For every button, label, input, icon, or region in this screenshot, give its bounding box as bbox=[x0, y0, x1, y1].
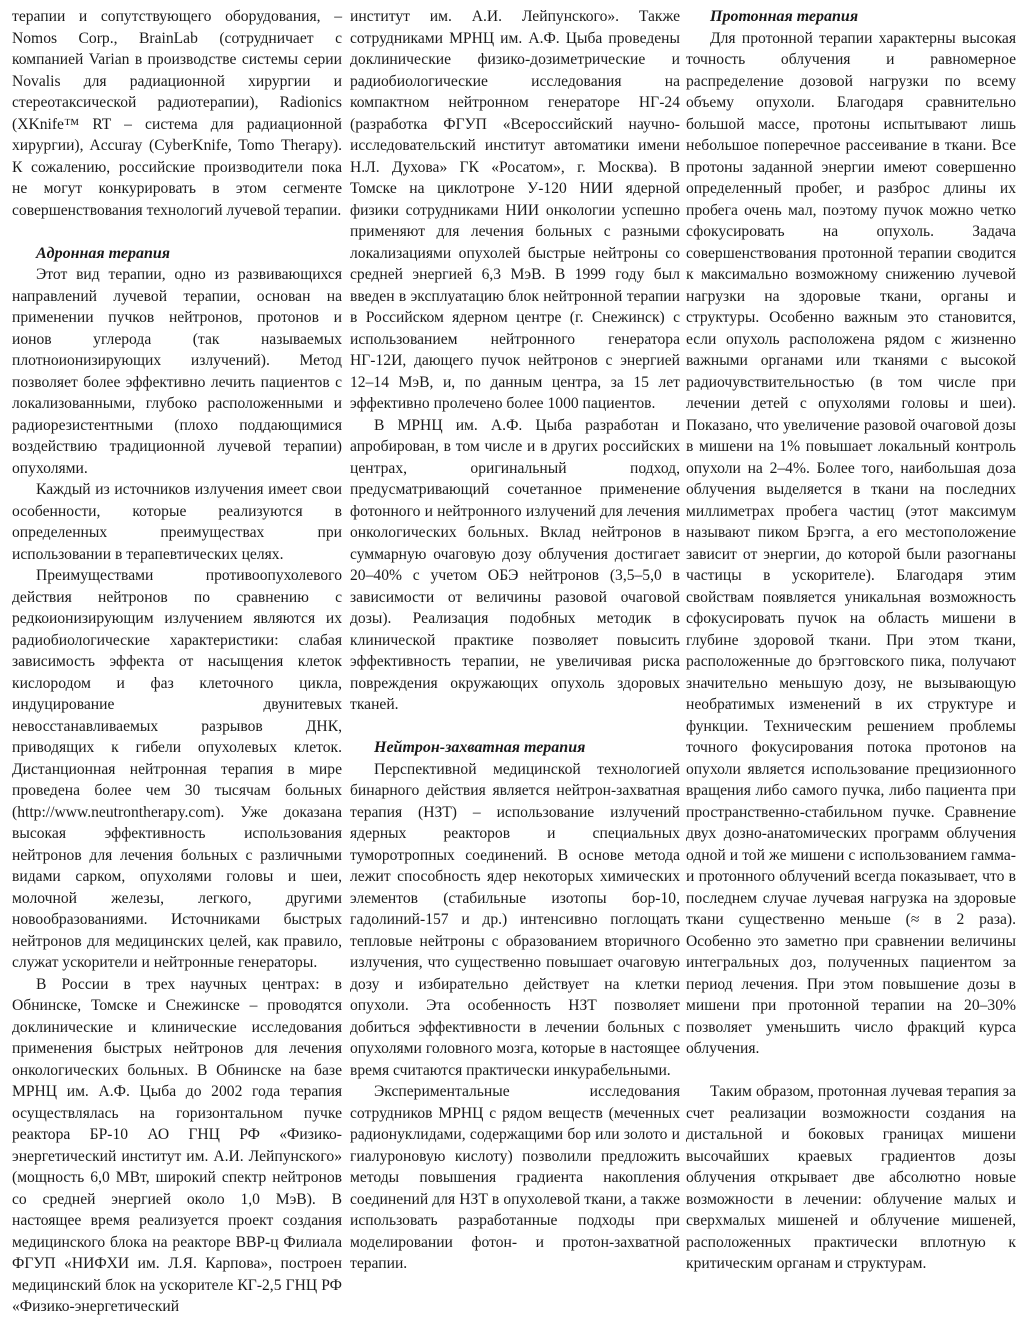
section-heading-hadron-therapy: Адронная терапия bbox=[36, 244, 170, 262]
paragraph: Для протонной терапии характерны высокая точность облучения и равномерное распределение дозовой нагрузки по всему объему опухоли. Благодаря сравнительно большой массе, протоны испытывают лишь небольшое поперечное рассеивание в ткани. Все протоны заданной энергии имеют совершенно определенный пробег, и разброс длины их пробега очень мал, поэтому пучок можно четко сфокусировать на опухоль. Задача совершенствования протонной терапии сводится к максимально возможному снижению лучевой нагрузки на здоровые ткани, органы и структуры. Особенно важным это становится, если опухоль расположена рядом с жизненно важными органами или тканями с высокой радиочувствительностью (в том числе при лечении детей с опухолями головы и шеи). Показано, что увеличение разовой очаговой дозы в мишени на 1% повышает локальный контроль опухоли на 2–4%. Более того, наибольшая доза облучения выделяется в ткани на последних миллиметрах пробега частиц (этот максимум называют пиком Брэгга, а его местоположение зависит от энергии, до которой были разогнаны частицы в ускорителе). Благодаря этим свойствам появляется уникальная возможность сфокусировать пучок на область мишени в глубине здоровой ткани. При этом ткани, расположенные до брэгговского пика, получают значительно меньшую дозу, не вызывающую необратимых изменений в их структуре и функции. Техническим решением проблемы точного фокусирования потока протонов на опухоли является использование прецизионного вращения либо самого пучка, либо пациента при пространственно-стабильном пучке. Сравнение двух дозно-анатомических программ облучения одной и той же мишени с использованием гамма- и протонного облучений всегда показывает, что в последнем случае лучевая нагрузка на здоровые ткани существенно меньше (≈ в 2 раза). Особенно это заметно при сравнении величины интегральных доз, полученных пациентом за период лечения. При этом повышение дозы в мишени при протонной терапии на 20–30% позволяет уменьшить число фракций курса облучения. bbox=[686, 29, 1016, 1057]
paragraph: институт им. А.И. Лейпунского». Также сотрудниками МРНЦ им. А.Ф. Цыба проведены доклинические физико-дозиметрические и радиобиологические исследования на компактном нейтронном генераторе НГ-24 (разработка ФГУП «Всероссийский научно-исследовательский институт автоматики имени Н.Л. Духова» ГК «Росатом», г. Москва). В Томске на циклотроне У-120 НИИ ядерной физики сотрудниками НИИ онкологии успешно применяют для лечения больных с разными локализациями опухолей быстрые нейтроны со средней энергией 6,3 МэВ. В 1999 году был введен в эксплуатацию блок нейтронной терапии в Российском ядерном центре (г. Снежинск) с использованием нейтронного генератора НГ-12И, дающего пучок нейтронов с энергией 12–14 МэВ, и, по данным центра, за 15 лет эффективно пролечено более 1000 пациентов. bbox=[350, 8, 680, 412]
paragraph: Каждый из источников излучения имеет свои особенности, которые реализуются в определенных преимуществах при использовании в терапевтических целях. bbox=[12, 481, 342, 563]
paragraph: Преимуществами противоопухолевого действия нейтронов по сравнению с редкоионизирующим излучением являются их радиобиологические характеристики: слабая зависимость эффекта от насыщения клеток кислородом и фаз клеточного цикла, индуцирование двунитевых невосстанавливаемых разрывов ДНК, приводящих к гибели опухолевых клеток. Дистанционная нейтронная терапия в мире проведена более чем 30 тысячам больных (http://www.neutrontherapy.com). Уже доказана высокая эффективность использования нейтронов для лечения больных с различными видами сарком, опухолями головы и шеи, молочной железы, легкого, другими новообразованиями. Источниками быстрых нейтронов для медицинских целей, как правило, служат ускорители и нейтронные генераторы. bbox=[12, 567, 342, 971]
paragraph: Экспериментальные исследования сотрудников МРНЦ с рядом веществ (меченных радионуклидами, содержащими бор или золото и гиалуроновую кислоту) позволили предложить методы повышения градиента накопления соединений для НЗТ в опухолевой ткани, а также использовать разработанные подходы при моделировании фотон- и протон-захватной терапии. bbox=[350, 1083, 680, 1272]
paragraph: Таким образом, протонная лучевая терапия за счет реализации возможности создания на дистальной и боковых границах мишени высочайших краевых градиентов дозы облучения открывает две абсолютно новые возможности в лечении: облучение малых и сверхмалых мишеней и облучение мишеней, расположенных практически вплотную к критическим органам и структурам. bbox=[686, 1083, 1016, 1272]
text-column-right bbox=[686, 6, 1016, 1275]
text-column-left bbox=[12, 6, 342, 1318]
section-heading-proton-therapy: Протонная терапия bbox=[710, 8, 859, 25]
paragraph: терапии и сопутствующего оборудования, – Nomos Corp., BrainLab (сотрудничает с компанией Varian в производстве системы серии Novalis для радиационной хирургии и стереотаксической радиотерапии), Radionics (XKnife™ RT – система для радиационной хирургии), Accuray (CyberKnife, Tomo Therapy). К сожалению, российские производители пока не могут конкурировать в этом сегменте совершенствования технологий лучевой терапии. bbox=[12, 8, 342, 219]
paragraph: В МРНЦ им. А.Ф. Цыба разработан и апробирован, в том числе и в других российских центрах, оригинальный подход, предусматривающий сочетанное применение фотонного и нейтронного излучений для лечения онкологических больных. Вклад нейтронов в суммарную очаговую дозу облучения достигает 20–40% с учетом ОБЭ нейтронов (3,5–5,0 в зависимости от величины разовой очаговой дозы). Реализация подобных методик в клинической практике позволяет повысить эффективность терапии, не увеличивая риска повреждения окружающих опухоль здоровых тканей. bbox=[350, 416, 680, 713]
section-heading-neutron-capture-therapy: Нейтрон-захватная терапия bbox=[374, 739, 586, 756]
text-column-middle bbox=[350, 6, 680, 1275]
paragraph: В России в трех научных центрах: в Обнинске, Томске и Снежинске – проводятся доклинические и клинические исследования применения быстрых нейтронов для лечения онкологических больных. В Обнинске на базе МРНЦ им. А.Ф. Цыба до 2002 года терапия осуществлялась на горизонтальном пучке реактора БР-10 АО ГНЦ РФ «Физико-энергетический институт им. А.И. Лейпунского» (мощность 6,0 МВт, широкий спектр нейтронов со средней энергией около 1,0 МэВ). В настоящее время реализуется проект создания медицинского блока на реакторе ВВР-ц Филиала ФГУП «НИФХИ им. Л.Я. Карпова», построен медицинский блок на ускорителе КГ-2,5 ГНЦ РФ «Физико-энергетический bbox=[12, 975, 342, 1315]
paragraph: Перспективной медицинской технологией бинарного действия является нейтрон-захватная терапия (НЗТ) – использование излучений ядерных реакторов и специальных туморотропных соединений. В основе метода лежит способность ядер некоторых химических элементов (стабильные изотопы бор-10, гадолиний-157 и др.) интенсивно поглощать тепловые нейтроны с образованием вторичного излучения, что существенно повышает очаговую дозу и избирательно действует на клетки опухоли. Эта особенность НЗТ позволяет добиться эффективности в лечении больных с опухолями головного мозга, которые в настоящее время считаются практически инкурабельными. bbox=[350, 760, 680, 1079]
paragraph: Этот вид терапии, одно из развивающихся направлений лучевой терапии, основан на применении пучков нейтронов, протонов и ионов углерода (так называемых плотноионизирующих излучений). Метод позволяет более эффективно лечить пациентов с локализованными, глубоко расположенными и радиорезистентными (плохо поддающимися воздействию традиционной лучевой терапии) опухолями. bbox=[12, 266, 342, 477]
